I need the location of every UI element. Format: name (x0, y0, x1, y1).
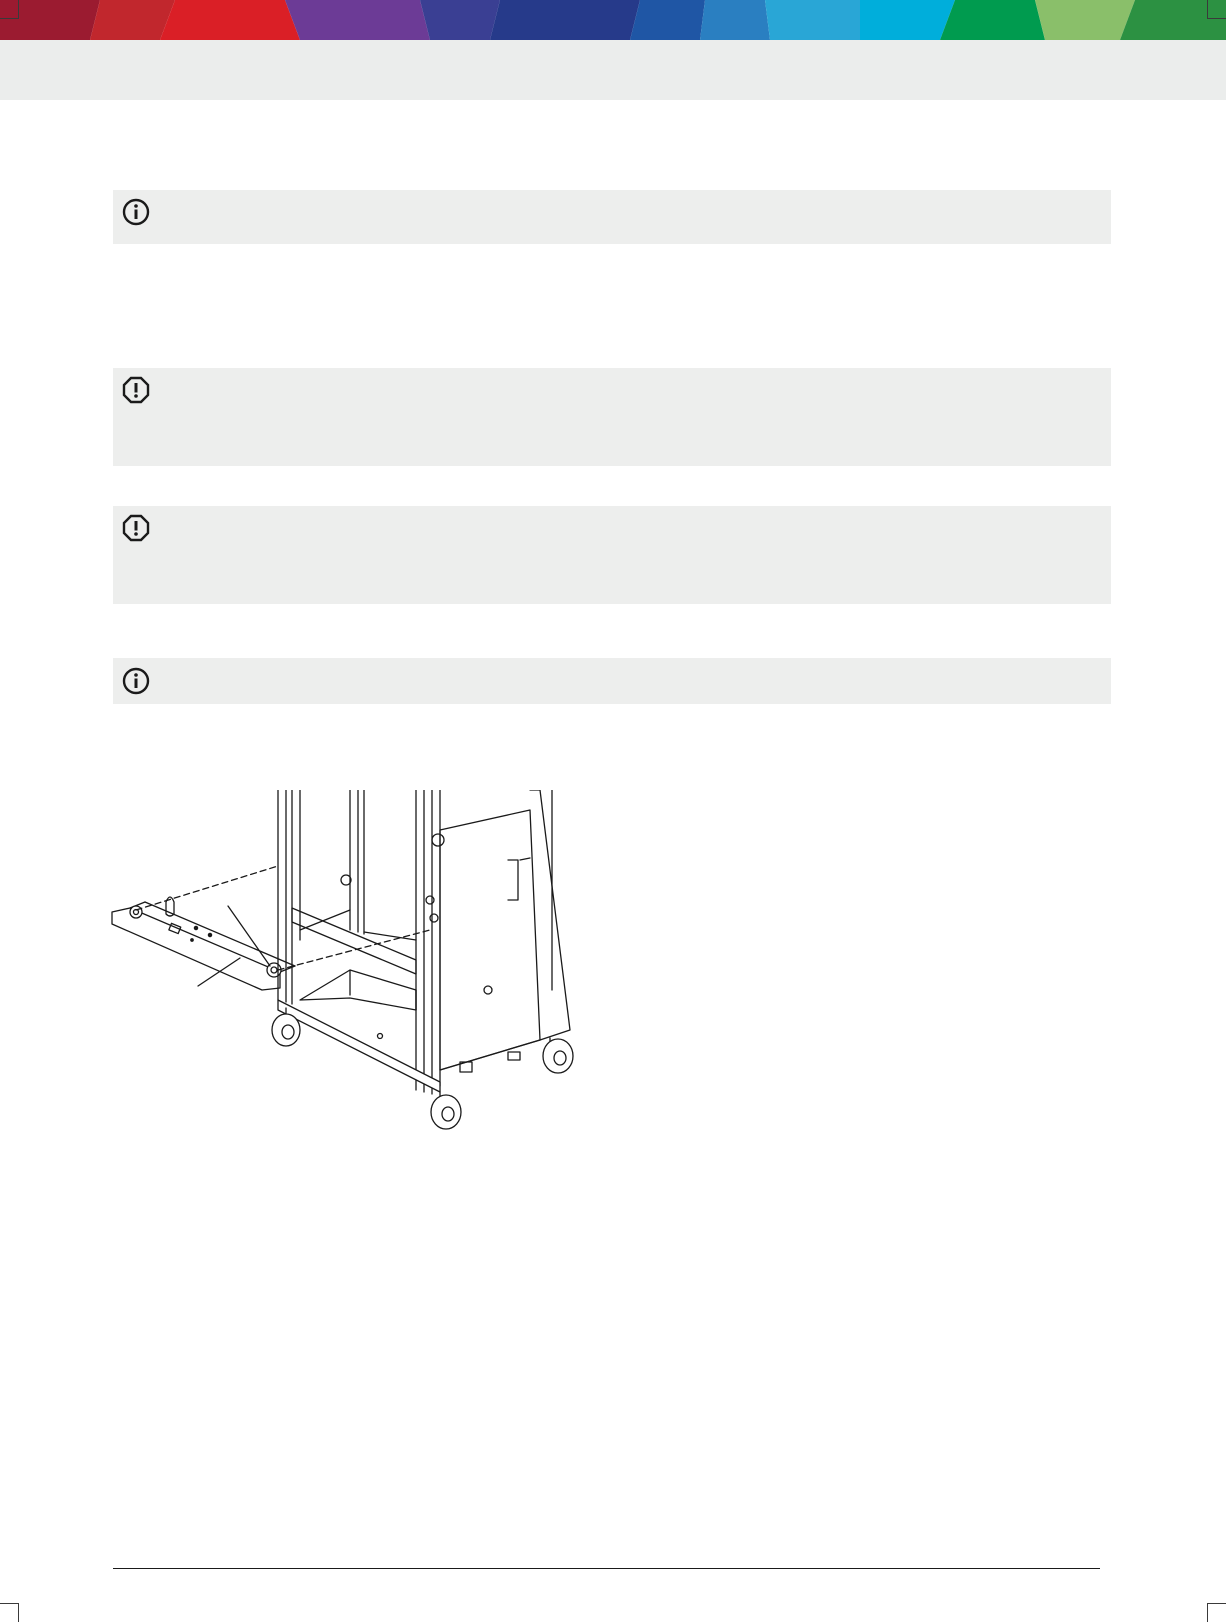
crop-mark-top-right (1207, 0, 1226, 19)
footer-rule (113, 1568, 1100, 1569)
caution-icon (121, 375, 151, 405)
info-icon (121, 197, 151, 227)
caution-note-2 (113, 506, 1111, 604)
caster-wheel (543, 1038, 573, 1073)
caution-icon (121, 513, 151, 543)
info-icon (121, 666, 151, 696)
crop-mark-bottom-right (1207, 1603, 1226, 1622)
caution-note-1 (113, 368, 1111, 466)
info-note-1 (113, 190, 1111, 244)
crop-mark-bottom-left (0, 1603, 19, 1622)
header-bar (0, 40, 1226, 100)
info-note-2 (113, 658, 1111, 704)
crop-mark-top-left (0, 0, 19, 19)
caster-wheel (431, 1092, 461, 1129)
header-color-band (0, 0, 1226, 40)
angle-bracket-part (112, 897, 295, 990)
rack-bracket-drawing (100, 790, 620, 1170)
